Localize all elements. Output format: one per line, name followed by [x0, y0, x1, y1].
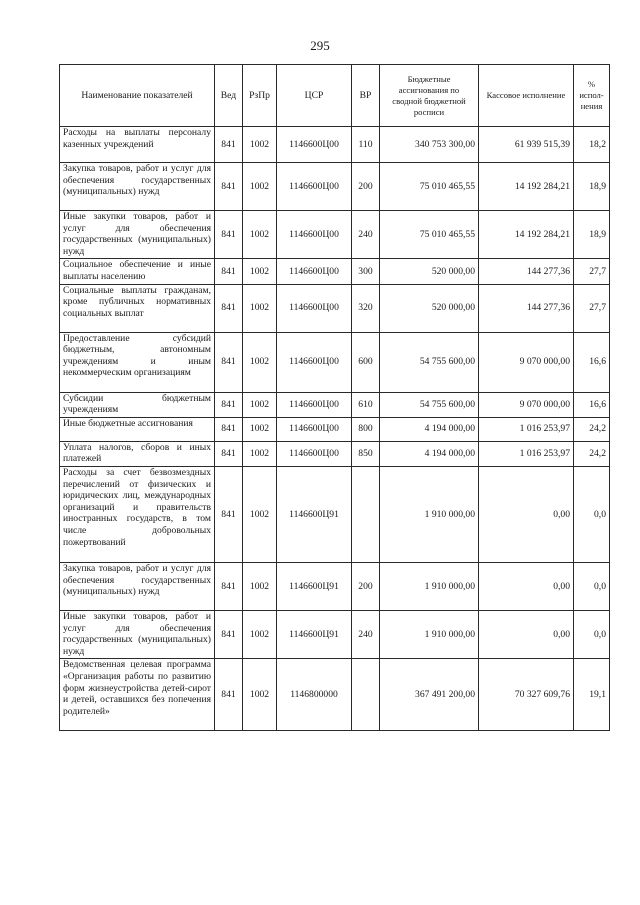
cell-rzpr: 1002 — [243, 466, 277, 562]
cell-percent: 24,2 — [574, 417, 610, 441]
cell-percent: 16,6 — [574, 392, 610, 417]
cell-name: Закупка товаров, работ и услуг для обеспечения государственных (муниципальных) нужд — [60, 163, 215, 211]
cell-percent: 0,0 — [574, 610, 610, 658]
cell-budget: 54 755 600,00 — [380, 332, 479, 392]
cell-vr: 300 — [352, 259, 380, 284]
cell-cash: 1 016 253,97 — [479, 441, 574, 466]
cell-name: Уплата налогов, сборов и иных платежей — [60, 441, 215, 466]
cell-csr: 1146600Ц91 — [277, 466, 352, 562]
cell-csr: 1146600Ц00 — [277, 127, 352, 163]
cell-name: Иные закупки товаров, работ и услуг для обеспечения государственных (муниципальных) нужд — [60, 610, 215, 658]
cell-ved: 841 — [215, 284, 243, 332]
cell-name: Социальное обеспечение и иные выплаты населению — [60, 259, 215, 284]
cell-rzpr: 1002 — [243, 284, 277, 332]
cell-ved: 841 — [215, 441, 243, 466]
cell-name: Ведомственная целевая программа «Организация работы по развитию форм жизнеустройства детей-сирот и детей, оставшихся без попечения родителей» — [60, 659, 215, 731]
cell-csr: 1146600Ц91 — [277, 610, 352, 658]
cell-vr: 320 — [352, 284, 380, 332]
cell-vr: 200 — [352, 163, 380, 211]
cell-rzpr: 1002 — [243, 610, 277, 658]
table-row — [60, 392, 610, 417]
cell-rzpr: 1002 — [243, 163, 277, 211]
table-row — [60, 332, 610, 392]
cell-budget: 1 910 000,00 — [380, 466, 479, 562]
col-header-vr: ВР — [352, 65, 380, 127]
cell-ved: 841 — [215, 417, 243, 441]
cell-name: Субсидии бюджетным учреждениям — [60, 392, 215, 417]
cell-rzpr: 1002 — [243, 659, 277, 731]
cell-budget: 520 000,00 — [380, 284, 479, 332]
cell-csr: 1146600Ц00 — [277, 284, 352, 332]
table-row — [60, 127, 610, 163]
cell-budget: 54 755 600,00 — [380, 392, 479, 417]
cell-rzpr: 1002 — [243, 392, 277, 417]
cell-csr: 1146600Ц00 — [277, 332, 352, 392]
col-header-percent: % испол-нения — [574, 65, 610, 127]
table-row — [60, 659, 610, 731]
cell-budget: 520 000,00 — [380, 259, 479, 284]
cell-cash: 144 277,36 — [479, 284, 574, 332]
table-body — [60, 127, 610, 731]
cell-cash: 61 939 515,39 — [479, 127, 574, 163]
cell-name: Предоставление субсидий бюджетным, автономным учреждениям и иным некоммерческим организациям — [60, 332, 215, 392]
cell-csr: 1146600Ц00 — [277, 211, 352, 259]
cell-rzpr: 1002 — [243, 441, 277, 466]
cell-ved: 841 — [215, 211, 243, 259]
cell-ved: 841 — [215, 562, 243, 610]
cell-ved: 841 — [215, 259, 243, 284]
cell-cash: 0,00 — [479, 610, 574, 658]
col-header-csr: ЦСР — [277, 65, 352, 127]
cell-vr: 200 — [352, 562, 380, 610]
cell-vr: 800 — [352, 417, 380, 441]
cell-cash: 14 192 284,21 — [479, 211, 574, 259]
cell-ved: 841 — [215, 332, 243, 392]
cell-percent: 18,9 — [574, 211, 610, 259]
table-header-row — [60, 65, 610, 127]
cell-vr: 600 — [352, 332, 380, 392]
cell-csr: 1146600Ц00 — [277, 259, 352, 284]
cell-budget: 75 010 465,55 — [380, 163, 479, 211]
cell-vr — [352, 466, 380, 562]
cell-cash: 0,00 — [479, 562, 574, 610]
col-header-rzpr: РзПр — [243, 65, 277, 127]
cell-percent: 27,7 — [574, 284, 610, 332]
cell-budget: 1 910 000,00 — [380, 562, 479, 610]
cell-percent: 18,2 — [574, 127, 610, 163]
col-header-name: Наименование показателей — [60, 65, 215, 127]
cell-percent: 0,0 — [574, 562, 610, 610]
cell-budget: 4 194 000,00 — [380, 441, 479, 466]
cell-budget: 75 010 465,55 — [380, 211, 479, 259]
table-row — [60, 417, 610, 441]
cell-name: Расходы на выплаты персоналу казенных учреждений — [60, 127, 215, 163]
table-row — [60, 259, 610, 284]
cell-cash: 144 277,36 — [479, 259, 574, 284]
cell-ved: 841 — [215, 127, 243, 163]
table-row — [60, 163, 610, 211]
cell-percent: 27,7 — [574, 259, 610, 284]
table-row — [60, 610, 610, 658]
cell-cash: 1 016 253,97 — [479, 417, 574, 441]
cell-vr: 240 — [352, 610, 380, 658]
col-header-ved: Вед — [215, 65, 243, 127]
cell-rzpr: 1002 — [243, 127, 277, 163]
cell-name: Социальные выплаты гражданам, кроме публичных нормативных социальных выплат — [60, 284, 215, 332]
cell-cash: 9 070 000,00 — [479, 392, 574, 417]
cell-csr: 1146600Ц00 — [277, 163, 352, 211]
cell-ved: 841 — [215, 610, 243, 658]
cell-percent: 0,0 — [574, 466, 610, 562]
cell-ved: 841 — [215, 466, 243, 562]
table-row — [60, 441, 610, 466]
cell-vr: 110 — [352, 127, 380, 163]
cell-cash: 70 327 609,76 — [479, 659, 574, 731]
cell-percent: 16,6 — [574, 332, 610, 392]
cell-csr: 1146600Ц00 — [277, 441, 352, 466]
cell-vr: 850 — [352, 441, 380, 466]
cell-ved: 841 — [215, 659, 243, 731]
cell-name: Иные закупки товаров, работ и услуг для обеспечения государственных (муниципальных) нужд — [60, 211, 215, 259]
cell-csr: 1146600Ц91 — [277, 562, 352, 610]
cell-rzpr: 1002 — [243, 211, 277, 259]
cell-vr: 610 — [352, 392, 380, 417]
table-row — [60, 562, 610, 610]
cell-csr: 1146600Ц00 — [277, 392, 352, 417]
cell-csr: 1146800000 — [277, 659, 352, 731]
cell-budget: 1 910 000,00 — [380, 610, 479, 658]
cell-cash: 14 192 284,21 — [479, 163, 574, 211]
cell-rzpr: 1002 — [243, 417, 277, 441]
table-row — [60, 466, 610, 562]
cell-rzpr: 1002 — [243, 259, 277, 284]
budget-table — [59, 64, 610, 731]
cell-cash: 9 070 000,00 — [479, 332, 574, 392]
cell-vr — [352, 659, 380, 731]
cell-ved: 841 — [215, 392, 243, 417]
cell-name: Расходы за счет безвозмездных перечислений от физических и юридических лиц, международных организаций и правительств иностранных государств, в том числе добровольных пожертвований — [60, 466, 215, 562]
page-number: 295 — [310, 38, 330, 53]
cell-name: Иные бюджетные ассигнования — [60, 417, 215, 441]
cell-budget: 340 753 300,00 — [380, 127, 479, 163]
cell-vr: 240 — [352, 211, 380, 259]
table-row — [60, 211, 610, 259]
cell-rzpr: 1002 — [243, 332, 277, 392]
cell-rzpr: 1002 — [243, 562, 277, 610]
table-row — [60, 284, 610, 332]
cell-name: Закупка товаров, работ и услуг для обеспечения государственных (муниципальных) нужд — [60, 562, 215, 610]
cell-budget: 4 194 000,00 — [380, 417, 479, 441]
cell-percent: 24,2 — [574, 441, 610, 466]
cell-percent: 19,1 — [574, 659, 610, 731]
cell-cash: 0,00 — [479, 466, 574, 562]
cell-budget: 367 491 200,00 — [380, 659, 479, 731]
cell-csr: 1146600Ц00 — [277, 417, 352, 441]
cell-percent: 18,9 — [574, 163, 610, 211]
col-header-cash: Кассовое исполнение — [479, 65, 574, 127]
col-header-budget: Бюджетные ассигнования по сводной бюджетной росписи — [380, 65, 479, 127]
cell-ved: 841 — [215, 163, 243, 211]
